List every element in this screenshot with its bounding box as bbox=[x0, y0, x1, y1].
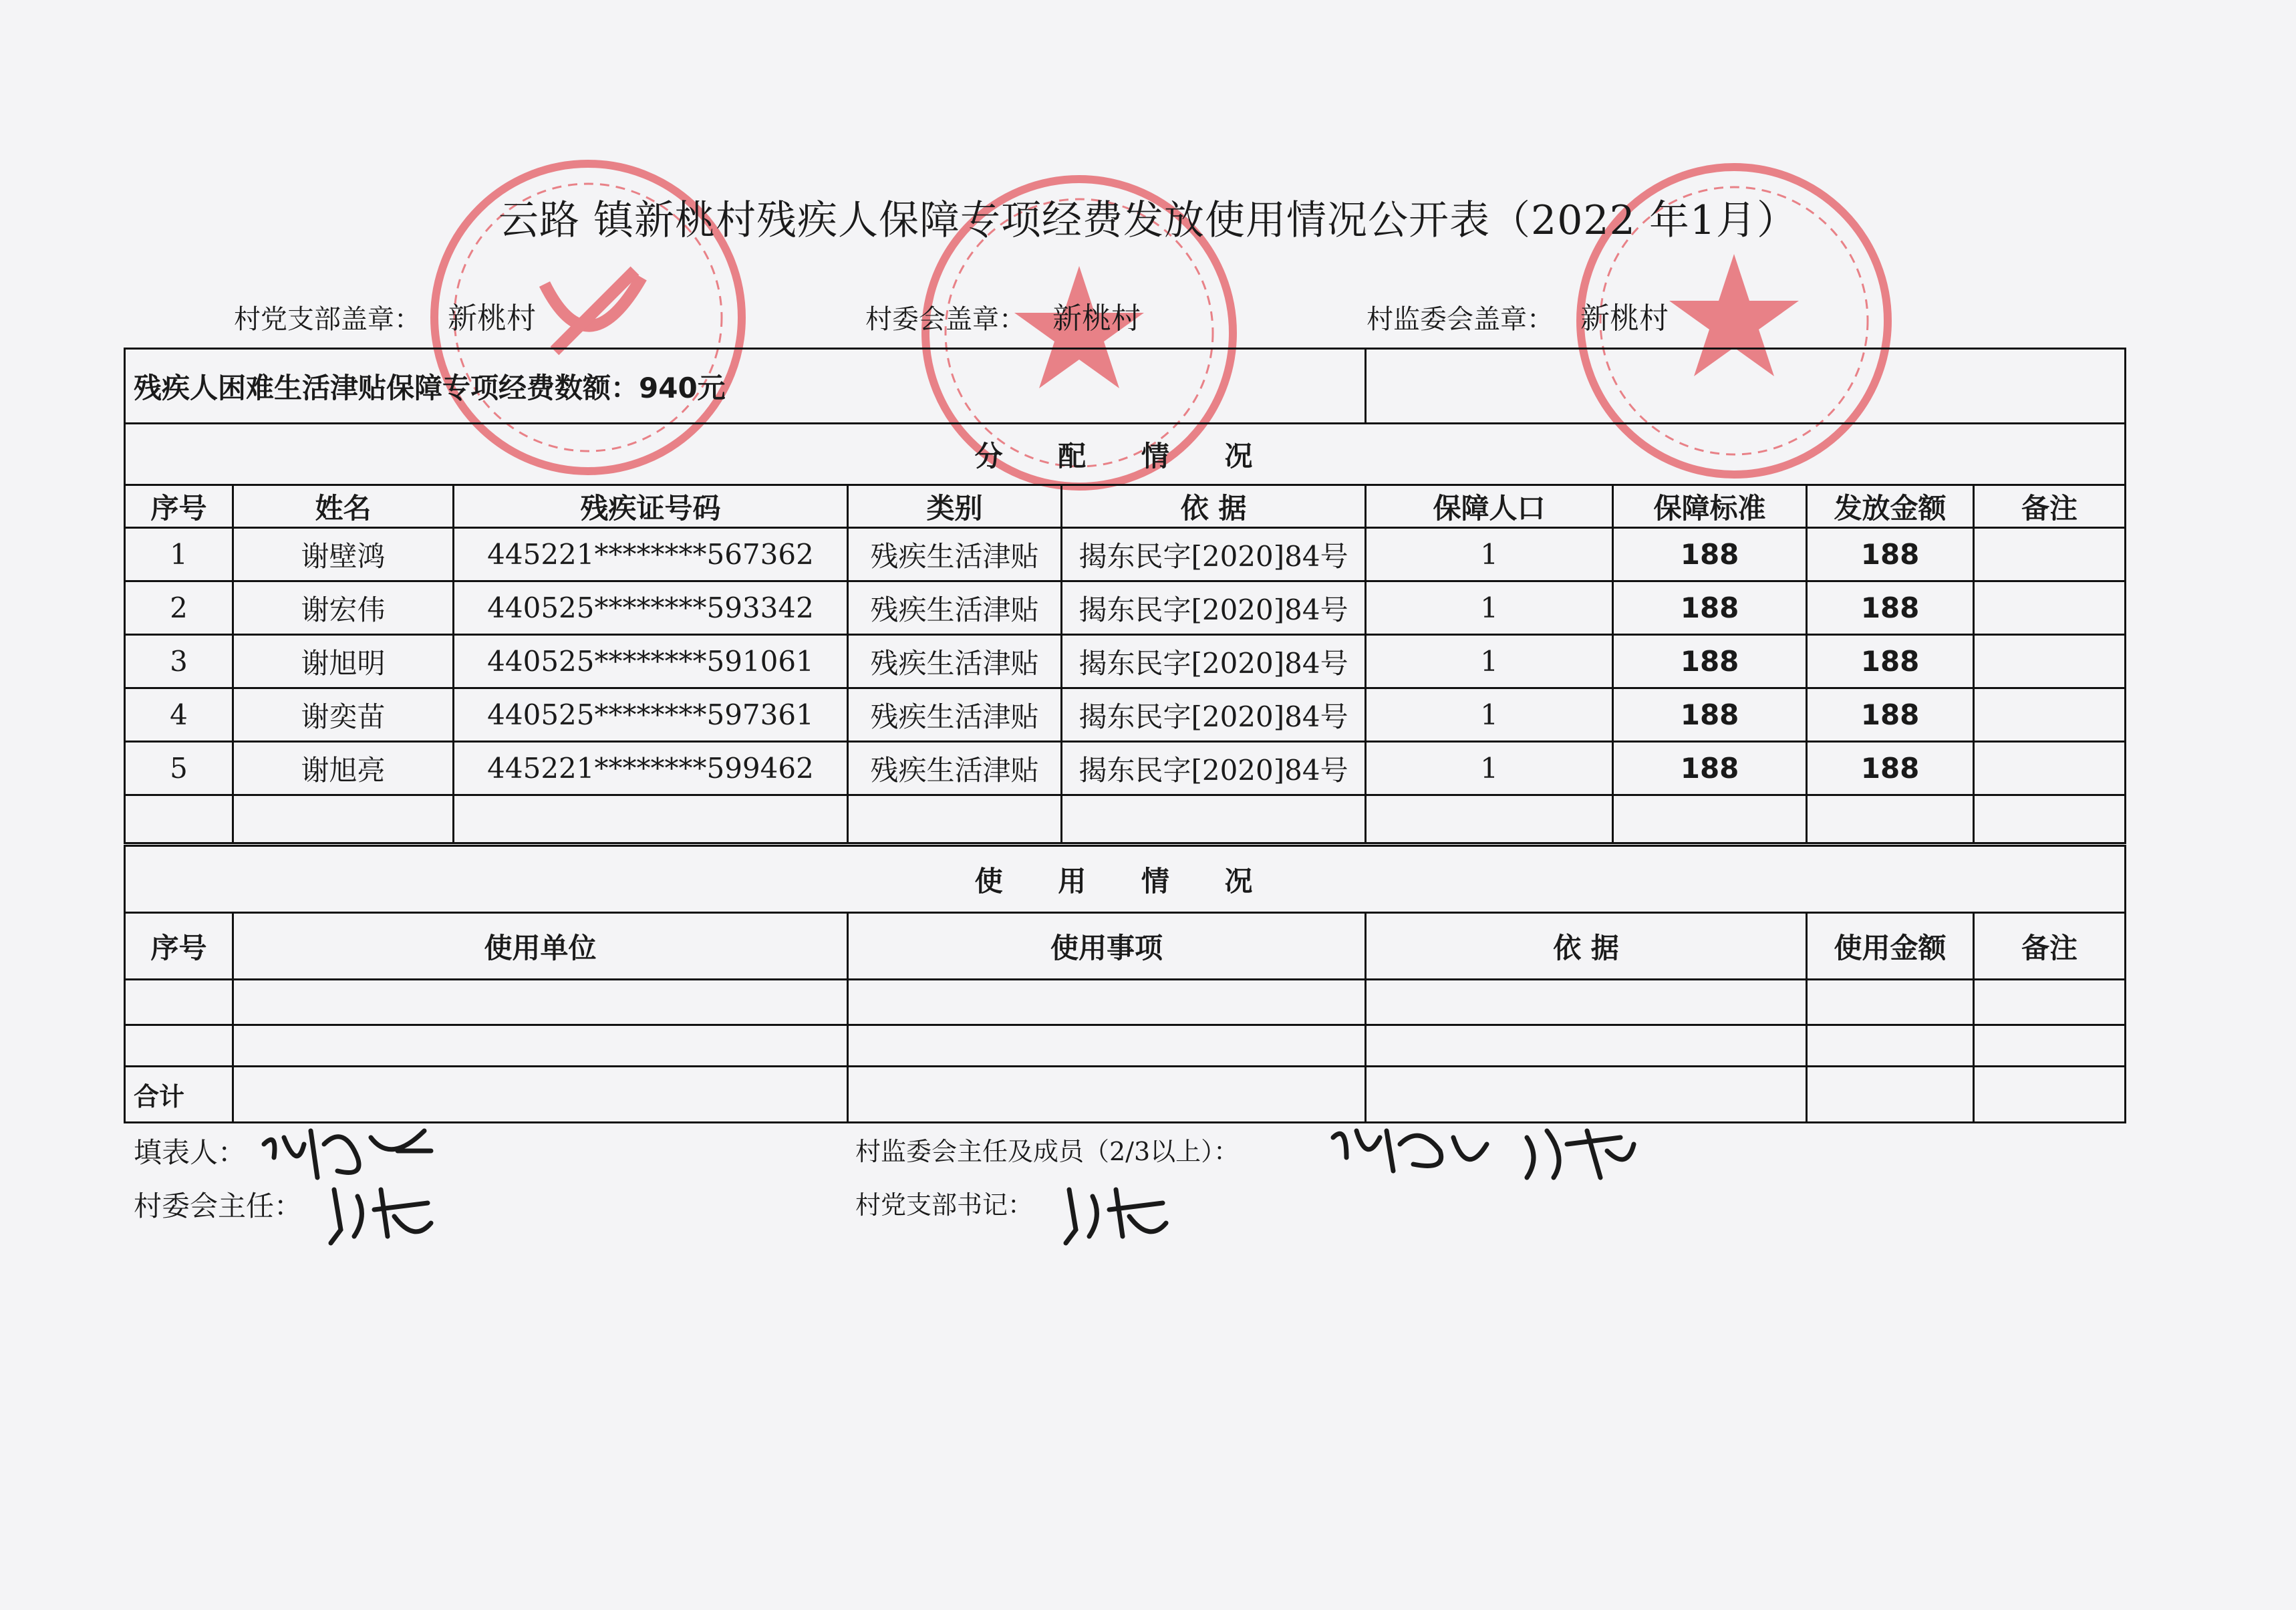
col-header-standard: 保障标准 bbox=[1613, 485, 1807, 528]
row-name: 谢奕苗 bbox=[233, 688, 454, 742]
row-amount: 188 bbox=[1807, 635, 1974, 688]
row-certificate: 445221********567362 bbox=[454, 528, 848, 581]
row-basis: 揭东民字[2020]84号 bbox=[1062, 528, 1366, 581]
row-amount: 188 bbox=[1807, 742, 1974, 795]
committee-director-signature bbox=[321, 1176, 441, 1256]
party-secretary-signature bbox=[1056, 1176, 1176, 1256]
table-row bbox=[125, 742, 2126, 795]
supervisory-committee-seal-value: 新桃村 bbox=[1580, 301, 1669, 336]
row-certificate: 445221********599462 bbox=[454, 742, 848, 795]
table-row bbox=[125, 528, 2126, 581]
distribution-header-row bbox=[125, 485, 2126, 528]
row-index: 1 bbox=[125, 528, 233, 581]
col-header-basis: 依 据 bbox=[1062, 485, 1366, 528]
row-population: 1 bbox=[1366, 528, 1613, 581]
row-index: 2 bbox=[125, 581, 233, 635]
row-name: 谢旭亮 bbox=[233, 742, 454, 795]
supervisory-committee-seal-label: 村监委会盖章： bbox=[1367, 304, 1554, 335]
row-category: 残疾生活津贴 bbox=[848, 688, 1062, 742]
row-certificate: 440525********597361 bbox=[454, 688, 848, 742]
table-row bbox=[125, 581, 2126, 635]
col-header-index: 序号 bbox=[125, 485, 233, 528]
col-header-category: 类别 bbox=[848, 485, 1062, 528]
row-standard: 188 bbox=[1613, 635, 1807, 688]
party-branch-seal-value: 新桃村 bbox=[448, 301, 536, 336]
col-header-amount: 发放金额 bbox=[1807, 485, 1974, 528]
row-basis: 揭东民字[2020]84号 bbox=[1062, 635, 1366, 688]
row-basis: 揭东民字[2020]84号 bbox=[1062, 688, 1366, 742]
usage-section-row bbox=[125, 846, 2126, 913]
row-remark bbox=[1974, 581, 2126, 635]
row-certificate: 440525********593342 bbox=[454, 581, 848, 635]
row-name: 谢宏伟 bbox=[233, 581, 454, 635]
row-category: 残疾生活津贴 bbox=[848, 742, 1062, 795]
row-remark bbox=[1974, 528, 2126, 581]
row-population: 1 bbox=[1366, 688, 1613, 742]
row-standard: 188 bbox=[1613, 688, 1807, 742]
col-header-certificate: 残疾证号码 bbox=[454, 485, 848, 528]
usage-empty-row bbox=[125, 980, 2126, 1025]
row-remark bbox=[1974, 688, 2126, 742]
village-committee-seal-label: 村委会盖章： bbox=[865, 304, 1026, 335]
row-amount: 188 bbox=[1807, 688, 1974, 742]
fund-amount-row bbox=[125, 349, 2126, 424]
col-header-population: 保障人口 bbox=[1366, 485, 1613, 528]
supervisory-committee-seal-line bbox=[1367, 294, 1669, 337]
row-category: 残疾生活津贴 bbox=[848, 528, 1062, 581]
row-index: 5 bbox=[125, 742, 233, 795]
usage-table bbox=[124, 845, 2126, 1123]
party-secretary-label: 村党支部书记： bbox=[855, 1190, 1034, 1220]
usage-header-row bbox=[125, 913, 2126, 980]
row-standard: 188 bbox=[1613, 581, 1807, 635]
table-row bbox=[125, 635, 2126, 688]
row-standard: 188 bbox=[1613, 742, 1807, 795]
row-name: 谢壁鸿 bbox=[233, 528, 454, 581]
empty-row bbox=[125, 795, 2126, 843]
col-header-name: 姓名 bbox=[233, 485, 454, 528]
distribution-section-title: 分 配 情 况 bbox=[125, 424, 2126, 485]
usage-empty-row bbox=[125, 1025, 2126, 1067]
row-population: 1 bbox=[1366, 742, 1613, 795]
supervisory-members-label: 村监委会主任及成员（2/3以上）： bbox=[855, 1137, 1240, 1166]
usage-col-item: 使用事项 bbox=[848, 913, 1366, 980]
row-amount: 188 bbox=[1807, 581, 1974, 635]
row-index: 4 bbox=[125, 688, 233, 742]
supervisory-members-signature bbox=[1326, 1117, 1640, 1191]
row-basis: 揭东民字[2020]84号 bbox=[1062, 581, 1366, 635]
col-header-remark: 备注 bbox=[1974, 485, 2126, 528]
distribution-table bbox=[124, 348, 2126, 844]
usage-section-title: 使 用 情 况 bbox=[125, 846, 2126, 913]
usage-col-index: 序号 bbox=[125, 913, 233, 980]
committee-director-label: 村委会主任： bbox=[134, 1190, 303, 1222]
table-row bbox=[125, 688, 2126, 742]
document-title: 云路 镇新桃村残疾人保障专项经费发放使用情况公开表（2022 年1月） bbox=[498, 197, 1798, 244]
row-category: 残疾生活津贴 bbox=[848, 581, 1062, 635]
row-certificate: 440525********591061 bbox=[454, 635, 848, 688]
row-amount: 188 bbox=[1807, 528, 1974, 581]
fund-amount-blank bbox=[1366, 349, 2126, 424]
row-remark bbox=[1974, 742, 2126, 795]
party-branch-seal-label: 村党支部盖章： bbox=[234, 304, 421, 335]
row-basis: 揭东民字[2020]84号 bbox=[1062, 742, 1366, 795]
row-standard: 188 bbox=[1613, 528, 1807, 581]
row-name: 谢旭明 bbox=[233, 635, 454, 688]
usage-total-label: 合计 bbox=[125, 1067, 233, 1123]
row-category: 残疾生活津贴 bbox=[848, 635, 1062, 688]
distribution-section-row bbox=[125, 424, 2126, 485]
usage-total-row bbox=[125, 1067, 2126, 1123]
usage-col-remark: 备注 bbox=[1974, 913, 2126, 980]
village-committee-seal-line bbox=[865, 294, 1141, 337]
row-population: 1 bbox=[1366, 635, 1613, 688]
row-index: 3 bbox=[125, 635, 233, 688]
fund-amount: 残疾人困难生活津贴保障专项经费数额：940元 bbox=[125, 349, 1366, 424]
village-committee-seal-value: 新桃村 bbox=[1052, 301, 1141, 336]
filler-label: 填表人： bbox=[134, 1136, 247, 1169]
row-population: 1 bbox=[1366, 581, 1613, 635]
row-remark bbox=[1974, 635, 2126, 688]
usage-col-amount: 使用金额 bbox=[1807, 913, 1974, 980]
usage-col-basis: 依 据 bbox=[1366, 913, 1807, 980]
party-branch-seal-line bbox=[234, 294, 536, 337]
usage-col-unit: 使用单位 bbox=[233, 913, 848, 980]
